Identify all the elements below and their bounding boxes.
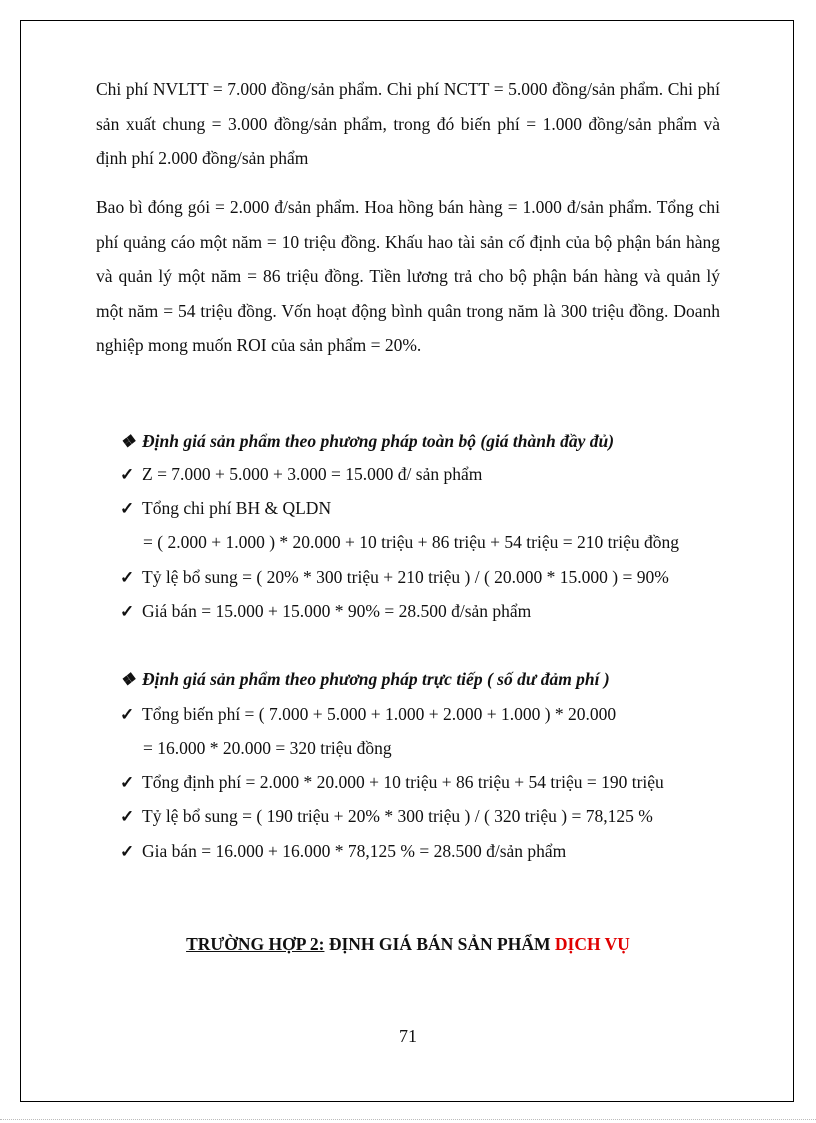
total-bh-qldn-line: Tổng chi phí BH & QLDN xyxy=(142,498,332,518)
total-variable-cost-result: = 16.000 * 20.000 = 320 triệu đồng xyxy=(143,738,392,758)
section1-heading: Định giá sản phẩm theo phương pháp toàn bộ (giá thành đầy đủ) xyxy=(142,431,615,451)
checkmark-icon: ✓ xyxy=(120,499,135,518)
markup-rate-direct-line: Tỷ lệ bổ sung = ( 190 triệu + 20% * 300 triệu ) / ( 320 triệu ) = 78,125 % xyxy=(142,806,653,826)
paragraph-costs: Chi phí NVLTT = 7.000 đồng/sản phẩm. Chi phí NCTT = 5.000 đồng/sản phẩm. Chi phí sản xuất chung = 3.000 đồng/sản phẩm, trong đó biến phí = 1.000 đồng/sản phẩm và định phí 2.000 đồng/sản phẩm xyxy=(96,79,720,168)
list-item xyxy=(120,496,331,521)
checkmark-icon: ✓ xyxy=(120,773,135,792)
total-variable-cost-line: Tổng biến phí = ( 7.000 + 5.000 + 1.000 + 2.000 + 1.000 ) * 20.000 xyxy=(142,704,617,724)
checkmark-icon: ✓ xyxy=(120,842,135,861)
case-heading xyxy=(0,934,816,955)
total-fixed-cost-line: Tổng định phí = 2.000 * 20.000 + 10 triệu + 86 triệu + 54 triệu = 190 triệu xyxy=(142,772,664,792)
diamond-bullet-icon: ❖ xyxy=(120,432,136,451)
checkmark-icon: ✓ xyxy=(120,568,135,587)
checkmark-icon: ✓ xyxy=(120,602,135,621)
case-label: TRƯỜNG HỢP 2: xyxy=(186,934,325,954)
list-item-continuation xyxy=(143,736,392,760)
checkmark-icon: ✓ xyxy=(120,465,135,484)
case-highlight: DỊCH VỤ xyxy=(554,934,630,954)
diamond-bullet-icon: ❖ xyxy=(120,670,136,689)
paragraph-selling-costs: Bao bì đóng gói = 2.000 đ/sản phẩm. Hoa hồng bán hàng = 1.000 đ/sản phẩm. Tổng chi phí quảng cáo một năm = 10 triệu đồng. Khấu hao tài sản cố định của bộ phận bán hàng và quản lý một năm = 86 triệu đồng. Tiền lương trả cho bộ phận bán hàng và quản lý một năm = 54 triệu đồng. Vốn hoạt động bình quân trong năm là 300 triệu đồng. Doanh nghiệp mong muốn ROI của sản phẩm = 20%. xyxy=(96,197,720,355)
checkmark-icon: ✓ xyxy=(120,807,135,826)
markup-rate-line: Tỷ lệ bổ sung = ( 20% * 300 triệu + 210 triệu ) / ( 20.000 * 15.000 ) = 90% xyxy=(142,567,669,587)
list-item xyxy=(120,565,669,590)
selling-price-line: Giá bán = 15.000 + 15.000 * 90% = 28.500 đ/sản phẩm xyxy=(142,601,532,621)
page-number: 71 xyxy=(399,1026,417,1046)
page-bottom-divider xyxy=(0,1119,816,1120)
section1-heading-row xyxy=(120,429,614,454)
case-title: ĐỊNH GIÁ BÁN SẢN PHẨM xyxy=(328,934,551,954)
checkmark-icon: ✓ xyxy=(120,705,135,724)
list-item xyxy=(120,462,482,487)
section2-heading-row xyxy=(120,667,610,692)
cost-z-line: Z = 7.000 + 5.000 + 3.000 = 15.000 đ/ sản phẩm xyxy=(142,464,483,484)
total-bh-qldn-calc: = ( 2.000 + 1.000 ) * 20.000 + 10 triệu + 86 triệu + 54 triệu = 210 triệu đồng xyxy=(143,532,680,552)
list-item xyxy=(120,702,616,727)
selling-price-direct-line: Gia bán = 16.000 + 16.000 * 78,125 % = 28.500 đ/sản phẩm xyxy=(142,841,567,861)
list-item xyxy=(120,770,664,795)
list-item xyxy=(120,839,566,864)
list-item xyxy=(120,804,653,829)
list-item xyxy=(120,599,531,624)
list-item-continuation xyxy=(143,530,679,554)
section2-heading: Định giá sản phẩm theo phương pháp trực tiếp ( số dư đảm phí ) xyxy=(142,669,610,689)
